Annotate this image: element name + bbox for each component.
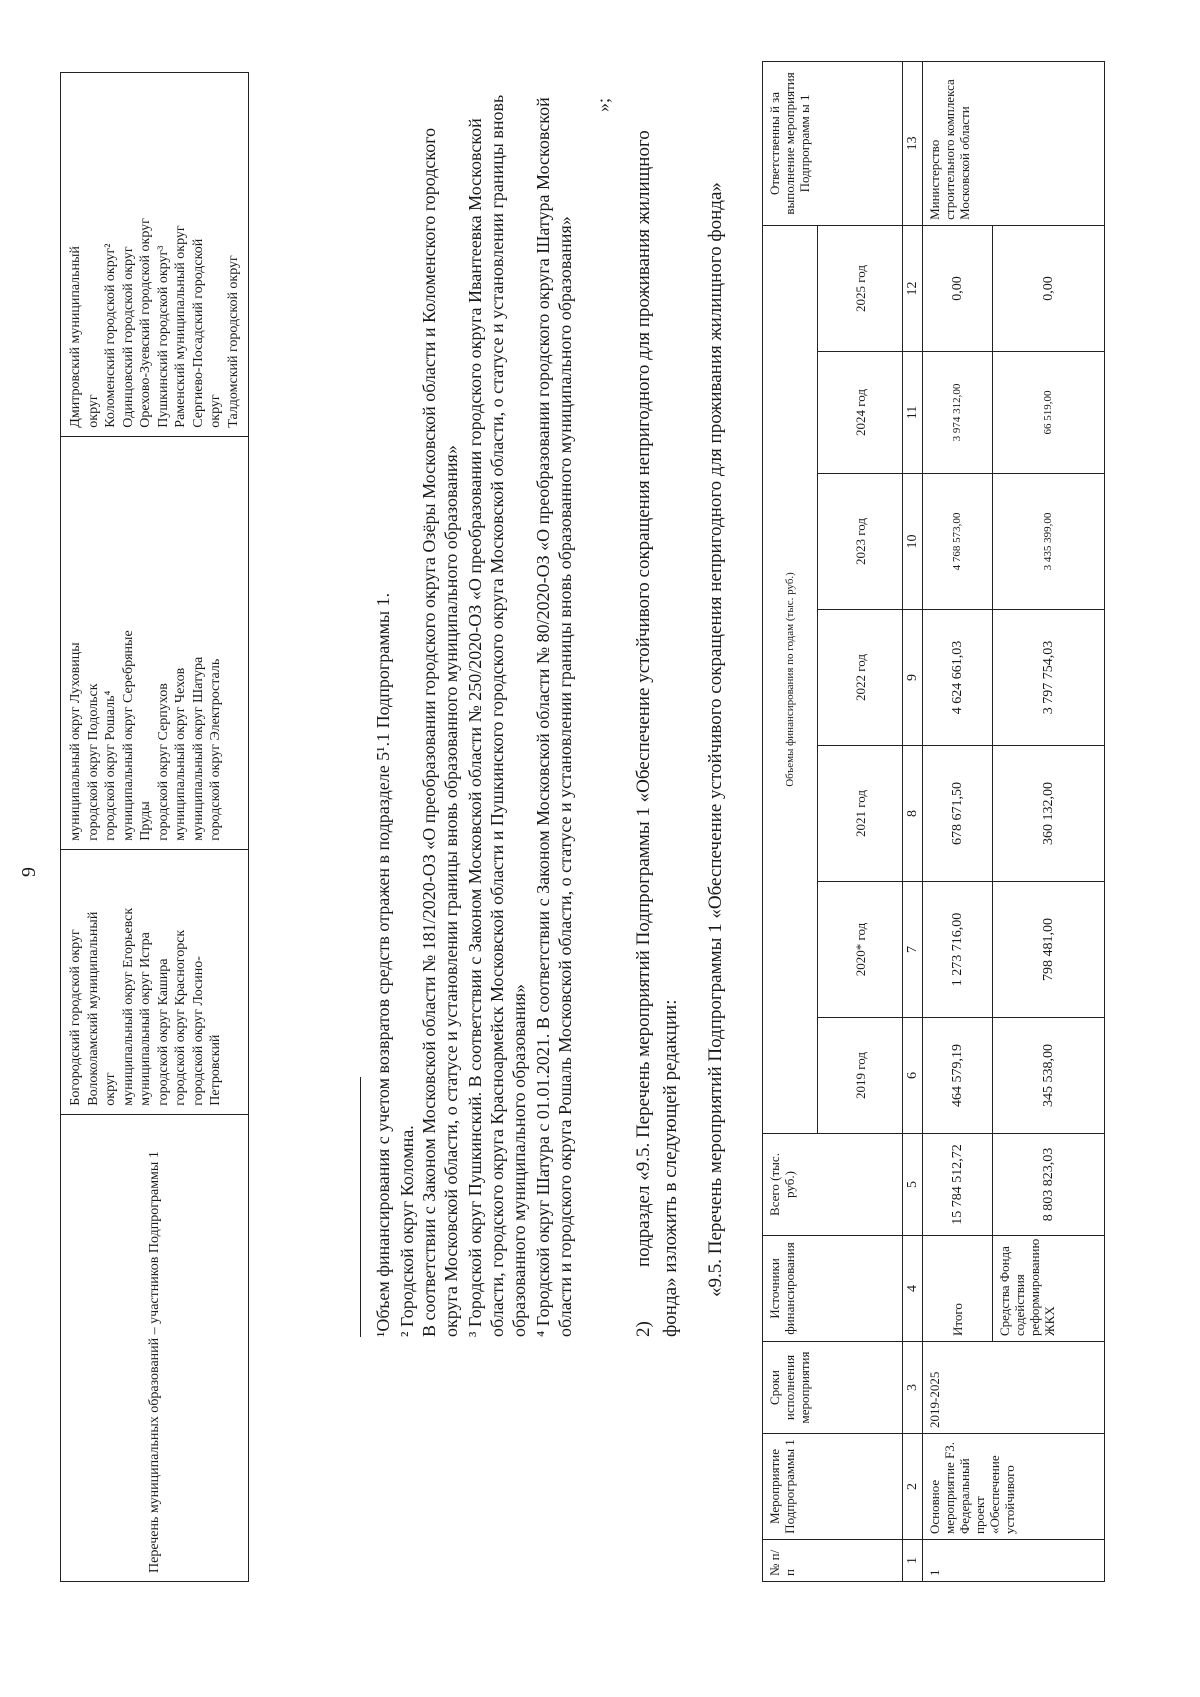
row-value: 3 435 399,00 bbox=[993, 474, 1105, 610]
municipality-line: Орехово-Зуевский городской округ bbox=[138, 218, 153, 428]
closing-quote: »; bbox=[593, 97, 613, 112]
row-responsible: Министерство строительного комплекса Московской области bbox=[923, 61, 1105, 225]
municipality-line: городской округ Подольск bbox=[85, 683, 101, 841]
row-total: 15 784 512,72 bbox=[923, 1134, 993, 1236]
municipality-line: Петровский bbox=[208, 1034, 223, 1106]
footnote-1: ¹Объем финансирования с учетом возвратов средств отражен в подразделе 5¹.1 Подпрограммы 1. bbox=[373, 592, 393, 1337]
row-number: 1 bbox=[923, 1540, 1105, 1582]
municipality-line: муниципальный округ Луховицы bbox=[68, 642, 83, 841]
paragraph-number: 2) bbox=[633, 1321, 654, 1337]
municipality-line: округ bbox=[103, 1072, 118, 1106]
column-index: 5 bbox=[903, 1134, 923, 1236]
footnote-2: ² Городской округ Коломна. bbox=[397, 1125, 417, 1337]
municipalities-col-b bbox=[61, 436, 249, 849]
column-index: 6 bbox=[903, 1018, 923, 1134]
row-value: 3 974 312,00 bbox=[923, 352, 993, 474]
header-term: Сроки исполнения мероприятия bbox=[763, 1342, 903, 1434]
column-index: 9 bbox=[903, 610, 923, 746]
header-responsible: Ответственны й за выполнение мероприятия Подпрограмм ы 1 bbox=[763, 61, 903, 225]
municipalities-col-c bbox=[61, 73, 249, 437]
municipality-line: муниципальный округ Серебряные bbox=[120, 630, 136, 841]
footnote-divider bbox=[360, 1077, 361, 1337]
header-year: 2019 год bbox=[818, 1018, 903, 1134]
row-source: Итого bbox=[923, 1236, 993, 1342]
row-value: 1 273 716,00 bbox=[923, 882, 993, 1018]
municipality-line: Сергиево-Посадский городской bbox=[190, 238, 206, 428]
municipality-line: городской округ Красногорск bbox=[173, 929, 188, 1106]
financing-table bbox=[762, 61, 1105, 1582]
paragraph-text: подраздел «9.5. Перечень мероприятий Подпрограммы 1 «Обеспечение устойчивого сокращения непригодного для проживания жилищного фонда» изложить в следующей редакции: bbox=[633, 130, 681, 1337]
column-index: 1 bbox=[903, 1540, 923, 1582]
row-value: 678 671,50 bbox=[923, 746, 993, 882]
row-value: 66 519,00 bbox=[993, 352, 1105, 474]
column-index: 4 bbox=[903, 1236, 923, 1342]
municipality-line: муниципальный округ Шатура bbox=[190, 656, 206, 841]
municipality-line: муниципальный округ Истра bbox=[138, 932, 153, 1106]
municipality-line: округ bbox=[85, 394, 101, 428]
row-source: Средства Фонда содействия реформированию ЖКХ bbox=[993, 1236, 1105, 1342]
row-event: Основное мероприятие F3. Федеральный проект «Обеспечение устойчивого bbox=[923, 1434, 1105, 1540]
row-value: 0,00 bbox=[993, 225, 1105, 351]
column-index: 10 bbox=[903, 474, 923, 610]
header-year: 2020* год bbox=[818, 882, 903, 1018]
column-index: 13 bbox=[903, 61, 923, 225]
header-year: 2022 год bbox=[818, 610, 903, 746]
municipality-line: Одинцовский городской округ bbox=[120, 246, 136, 428]
municipality-line: Дмитровский муниципальный bbox=[68, 246, 83, 428]
header-year: 2023 год bbox=[818, 474, 903, 610]
municipalities-table bbox=[60, 72, 249, 1582]
header-year: 2021 год bbox=[818, 746, 903, 882]
column-index: 11 bbox=[903, 352, 923, 474]
row-value: 798 481,00 bbox=[993, 882, 1105, 1018]
column-index: 3 bbox=[903, 1342, 923, 1434]
row-value: 464 579,19 bbox=[923, 1018, 993, 1134]
municipality-line: городской округ Серпухов bbox=[155, 683, 171, 841]
amendment-paragraph bbox=[630, 87, 684, 1337]
section-heading: «9.5. Перечень мероприятий Подпрограммы 1 «Обеспечение устойчивого сокращения непригодного для проживания жилищного фонда» bbox=[705, 182, 726, 1297]
header-year: 2025 год bbox=[818, 225, 903, 351]
column-index: 8 bbox=[903, 746, 923, 882]
column-index: 7 bbox=[903, 882, 923, 1018]
row-value: 4 624 661,03 bbox=[923, 610, 993, 746]
municipality-line: городской округ Лосино- bbox=[190, 956, 206, 1106]
header-event: Мероприятие Подпрограммы 1 bbox=[763, 1434, 903, 1540]
header-volume: Объемы финансирования по годам (тыс. руб.) bbox=[763, 225, 818, 1133]
footnote-3: ³ Городской округ Пушкинский. В соответствии с Законом Московской области № 250/2020-ОЗ «О преобразовании городского округа Ивантеевка Московской области, городского округа Красноармейск Московской области и Пушкинского городского округа Московской области, о статусе и установлении границы вновь образованного муниципального образования» bbox=[465, 94, 529, 1337]
page-number: 9 bbox=[18, 867, 40, 877]
header-total: Всего (тыс. руб.) bbox=[763, 1134, 903, 1236]
municipality-line: Коломенский городской округ² bbox=[103, 243, 118, 428]
municipality-line: Богородский городской округ bbox=[68, 929, 83, 1106]
municipality-line: Раменский муниципальный округ bbox=[173, 225, 188, 428]
row-value: 4 768 573,00 bbox=[923, 474, 993, 610]
column-index: 2 bbox=[903, 1434, 923, 1540]
municipality-line: Пруды bbox=[138, 801, 153, 841]
municipality-line: городской округ Кашира bbox=[155, 958, 171, 1106]
header-num: № п/п bbox=[763, 1540, 903, 1582]
municipality-line: округ bbox=[208, 394, 223, 428]
municipality-line: городской округ Электросталь bbox=[208, 658, 223, 841]
header-source: Источники финансирования bbox=[763, 1236, 903, 1342]
row-total: 8 803 823,03 bbox=[993, 1134, 1105, 1236]
municipalities-label: Перечень муниципальных образований – участников Подпрограммы 1 bbox=[61, 1114, 249, 1581]
row-term: 2019-2025 bbox=[923, 1342, 1105, 1434]
municipality-line: Пушкинский городской округ³ bbox=[155, 245, 171, 428]
row-value: 0,00 bbox=[923, 225, 993, 351]
footnote-2-body: В соответствии с Законом Московской области № 181/2020-ОЗ «О преобразовании городского округа Озёры Московской области и Коломенского городского округа Московской области, о статусе и установлении границы вновь образованного муниципального образования» bbox=[419, 127, 461, 1337]
row-value: 360 132,00 bbox=[993, 746, 1105, 882]
municipality-line: муниципальный округ Чехов bbox=[173, 667, 188, 841]
municipalities-col-a bbox=[61, 849, 249, 1114]
municipality-line: Волоколамский муниципальный bbox=[85, 911, 101, 1106]
footnote-4: ⁴ Городской округ Шатура с 01.01.2021. В соответствии с Законом Московской области № 80/2020-ОЗ «О преобразовании городского округа Шатура Московской области и городского округа Рошаль Московской области, о статусе и установлении границы вновь образованного муниципального образования» bbox=[533, 97, 575, 1337]
municipality-line: городской округ Рошаль⁴ bbox=[103, 690, 118, 841]
header-year: 2024 год bbox=[818, 352, 903, 474]
municipality-line: Талдомский городской округ bbox=[225, 255, 241, 428]
column-index: 12 bbox=[903, 225, 923, 351]
row-value: 345 538,00 bbox=[993, 1018, 1105, 1134]
row-value: 3 797 754,03 bbox=[993, 610, 1105, 746]
municipality-line: муниципальный округ Егорьевск bbox=[120, 907, 136, 1106]
